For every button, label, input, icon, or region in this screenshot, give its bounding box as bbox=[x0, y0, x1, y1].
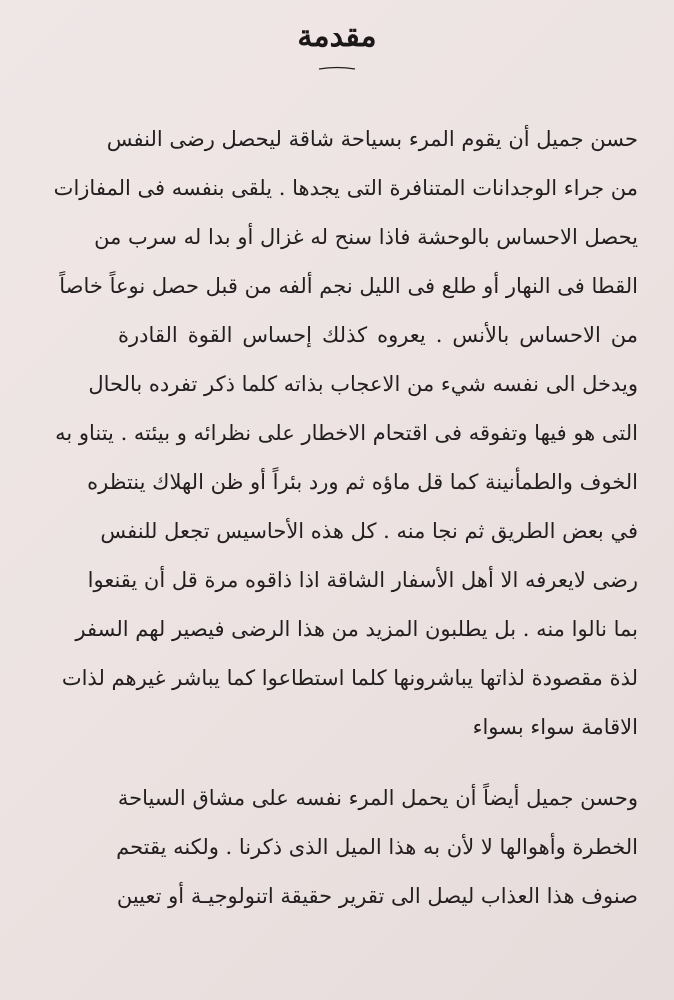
paragraph-2 bbox=[118, 774, 638, 921]
text-line: الخوف والطمأنينة كما قل ماؤه ثم ورد بئراً أو ظن الهلاك ينتظره bbox=[87, 470, 638, 494]
text-line: التى هو فيها وتفوقه فى اقتحام الاخطار على نظرائه و بيئته . يتناو به bbox=[55, 421, 638, 445]
text-line: رضى لايعرفه الا أهل الأسفار الشاقة اذا ذاقوه مرة قل أن يقنعوا bbox=[87, 568, 638, 592]
text-line-last: الاقامة سواء بسواء bbox=[472, 715, 638, 739]
text-line: يحصل الاحساس بالوحشة فاذا سنح له غزال أو بدا له سرب من bbox=[94, 225, 638, 249]
text-line: القطا فى النهار أو طلع فى الليل نجم ألفه من قبل حصل نوعاً خاصاً bbox=[59, 274, 638, 298]
text-line: لذة مقصودة لذاتها يباشرونها كلما استطاعوا كما يباشر غيرهم لذات bbox=[61, 666, 638, 690]
text-line: بما نالوا منه . بل يطلبون المزيد من هذا الرضى فيصير لهم السفر bbox=[75, 617, 638, 641]
text-line: الخطرة وأهوالها لا لأن به هذا الميل الذى ذكرنا . ولكنه يقتحم bbox=[116, 835, 638, 859]
page-title: مقدمة bbox=[297, 19, 377, 54]
text-line: من الاحساس بالأنس . يعروه كذلك إحساس القوة القادرة bbox=[118, 323, 638, 347]
text-line: حسن جميل أن يقوم المرء بسياحة شاقة ليحصل رضى النفس bbox=[106, 127, 638, 151]
text-line: ويدخل الى نفسه شيء من الاعجاب بذاته كلما ذكر تفرده بالحال bbox=[88, 372, 638, 396]
text-line: صنوف هذا العذاب ليصل الى تقرير حقيقة اتنولوجيـة أو تعيين bbox=[116, 884, 638, 908]
title-underline-ornament bbox=[317, 66, 357, 72]
paragraph-1 bbox=[53, 115, 638, 752]
text-line: من جراء الوجدانات المتنافرة التى يجدها . يلقى بنفسه فى المفازات bbox=[53, 176, 638, 200]
text-line: وحسن جميل أيضاً أن يحمل المرء نفسه على مشاق السياحة bbox=[117, 786, 638, 810]
text-line: في بعض الطريق ثم نجا منه . كل هذه الأحاسيس تجعل للنفس bbox=[100, 519, 638, 543]
